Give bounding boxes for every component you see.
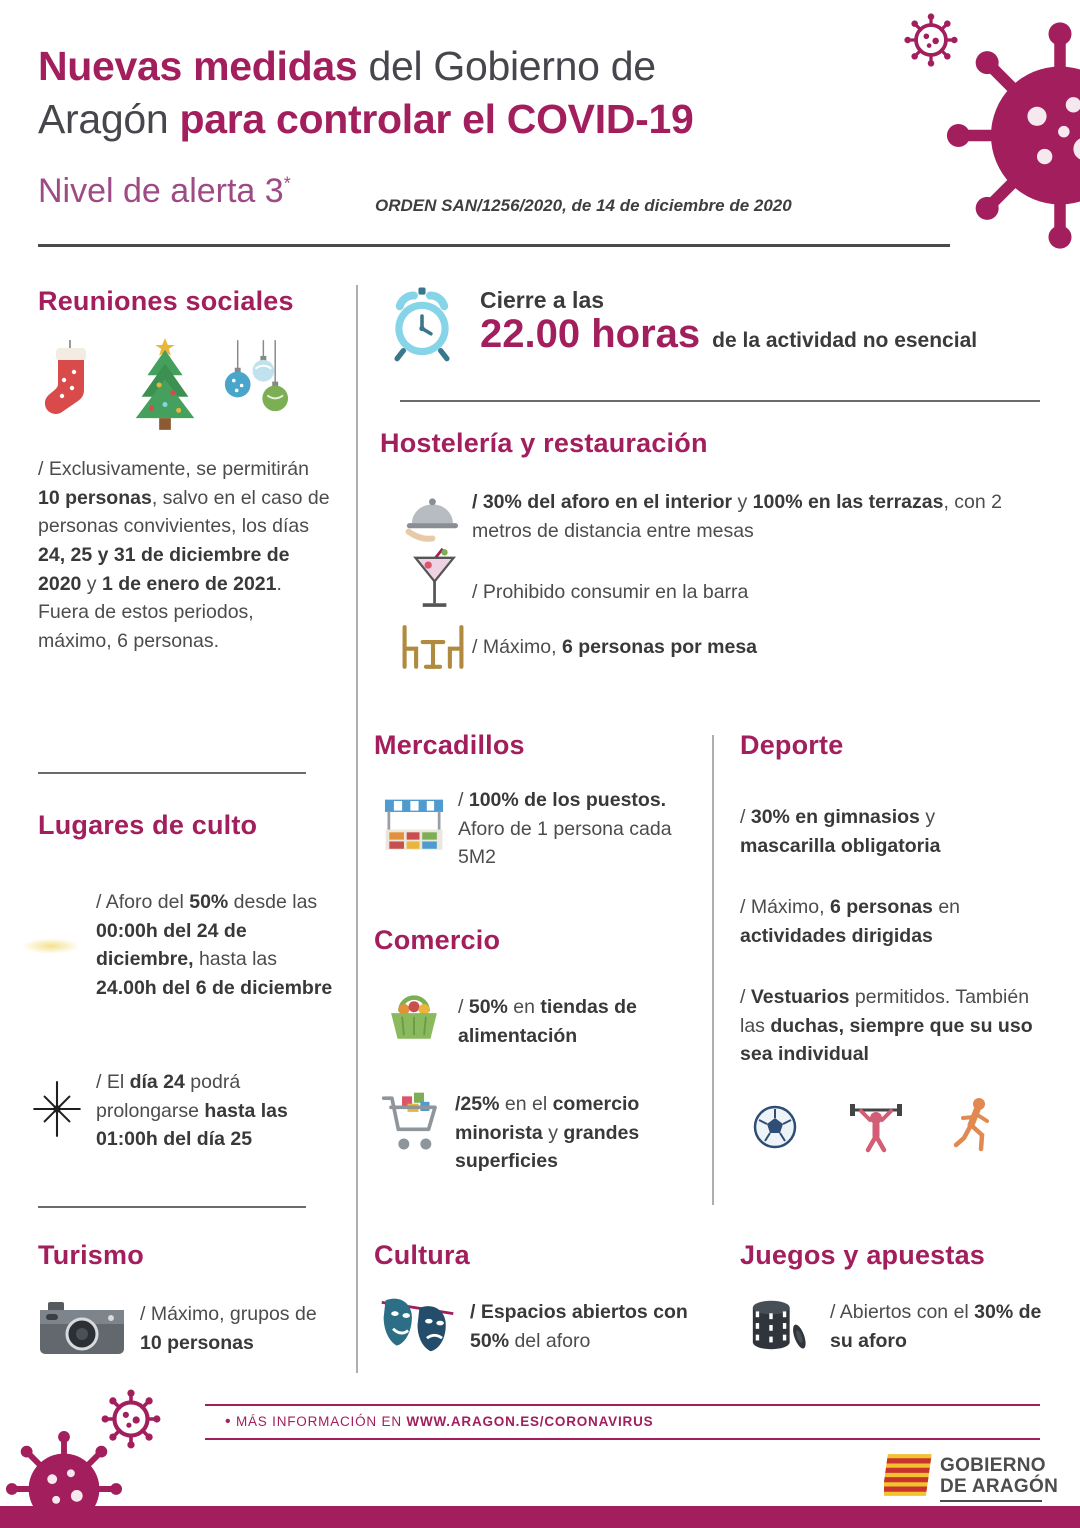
section-title-juegos: Juegos y apuestas [740, 1240, 986, 1270]
serving-dish-icon [400, 490, 464, 546]
logo-line-1: GOBIERNO [940, 1455, 1046, 1476]
culto-item-1: / Aforo del 50% desde las 00:00h del 24 de diciembre, hasta las 24.00h del 6 de diciembre [96, 891, 333, 999]
section-title-comercio: Comercio [374, 925, 501, 955]
comercio-item-1: / 50% en tiendas de alimentación [458, 996, 637, 1047]
hosteleria-item-3: / Máximo, 6 personas por mesa [472, 636, 758, 658]
bottom-accent-bar [0, 1506, 1080, 1528]
alarm-clock-icon [382, 282, 462, 366]
food-basket-icon [382, 986, 446, 1044]
footer-info: • MÁS INFORMACIÓN EN WWW.ARAGON.ES/CORONAVIRUS [225, 1413, 654, 1430]
deporte-item-1: / 30% en gimnasios y mascarilla obligatoria [740, 806, 941, 857]
logo-line-2: DE ARAGÓN [940, 1476, 1059, 1497]
cierre-label: Cierre a las [480, 287, 605, 313]
page-title [38, 40, 868, 146]
section-title-reuniones: Reuniones sociales [38, 286, 294, 316]
runner-icon [952, 1096, 996, 1158]
turismo-item-1: / Máximo, grupos de 10 personas [140, 1303, 317, 1354]
section-title-cultura: Cultura [374, 1240, 470, 1270]
deporte-item-2: / Máximo, 6 personas en actividades dirigidas [740, 896, 961, 947]
cierre-suffix: de la actividad no esencial [712, 329, 978, 352]
christmas-ornaments-icon [216, 340, 290, 434]
poker-chips-icon [748, 1292, 810, 1356]
section-title-mercadillos: Mercadillos [374, 730, 525, 760]
theater-masks-icon [378, 1294, 458, 1354]
weightlifter-icon [848, 1098, 904, 1158]
header-divider [38, 244, 950, 247]
candle-glow-icon [22, 938, 80, 954]
alert-asterisk: * [283, 173, 291, 194]
mercadillos-item-1: / 100% de los puestos. Aforo de 1 persona cada 5M2 [458, 789, 672, 869]
footer-line-top [205, 1404, 1040, 1406]
page-title-line1: Nuevas medidas del Gobierno de [38, 43, 656, 89]
reuniones-text: / Exclusivamente, se permitirán 10 personas, salvo en el caso de personas convivientes, los días 24, 25 y 31 de diciembre de 2020 y 1 de enero de 2021. Fuera de estos periodos, máximo, 6 personas. [38, 458, 330, 652]
section-title-turismo: Turismo [38, 1240, 144, 1270]
page-title-line2: Aragón para controlar el COVID-19 [38, 96, 694, 142]
cocktail-icon [410, 546, 460, 616]
shopping-cart-icon [380, 1090, 446, 1154]
cultura-item-1: / Espacios abiertos con 50% del aforo [470, 1301, 688, 1352]
footer-line-bottom [205, 1438, 1040, 1440]
culto-item-2: / El día 24 podrá prolongarse hasta las 01:00h del día 25 [96, 1071, 288, 1151]
alert-level: Nivel de alerta 3* [38, 172, 291, 210]
order-reference: ORDEN SAN/1256/2020, de 14 de diciembre de 2020 [375, 196, 792, 215]
virus-filled-large-icon [945, 18, 1080, 253]
left-divider-1 [38, 772, 306, 774]
christmas-stocking-icon [40, 340, 100, 430]
camera-icon [38, 1296, 126, 1360]
hosteleria-item-1: / 30% del aforo en el interior y 100% en las terrazas, con 2 metros de distancia entre mesas [472, 491, 1003, 542]
cierre-divider [400, 400, 1040, 402]
sparkle-star-icon [28, 1080, 86, 1138]
market-stall-icon [382, 796, 446, 854]
cierre-time: 22.00 horas [480, 312, 701, 356]
vertical-divider-right [712, 735, 714, 1205]
left-divider-2 [38, 1206, 306, 1208]
juegos-item-1: / Abiertos con el 30% de su aforo [830, 1301, 1042, 1352]
table-chairs-icon [398, 622, 468, 672]
logo-underline [940, 1500, 1042, 1502]
section-title-culto: Lugares de culto [38, 810, 258, 840]
soccer-ball-icon [752, 1104, 798, 1150]
comercio-item-2: /25% en el comercio minorista y grandes superficies [455, 1093, 640, 1173]
aragon-flag-icon [884, 1452, 932, 1498]
vertical-divider-main [356, 285, 358, 1373]
section-title-hosteleria: Hostelería y restauración [380, 428, 708, 458]
hosteleria-item-2: / Prohibido consumir en la barra [472, 581, 749, 603]
section-title-deporte: Deporte [740, 730, 844, 760]
deporte-item-3: / Vestuarios permitidos. También las duchas, siempre que su uso sea individual [740, 986, 1033, 1066]
gobierno-logo-text [940, 1455, 1058, 1502]
christmas-tree-icon [126, 336, 204, 434]
